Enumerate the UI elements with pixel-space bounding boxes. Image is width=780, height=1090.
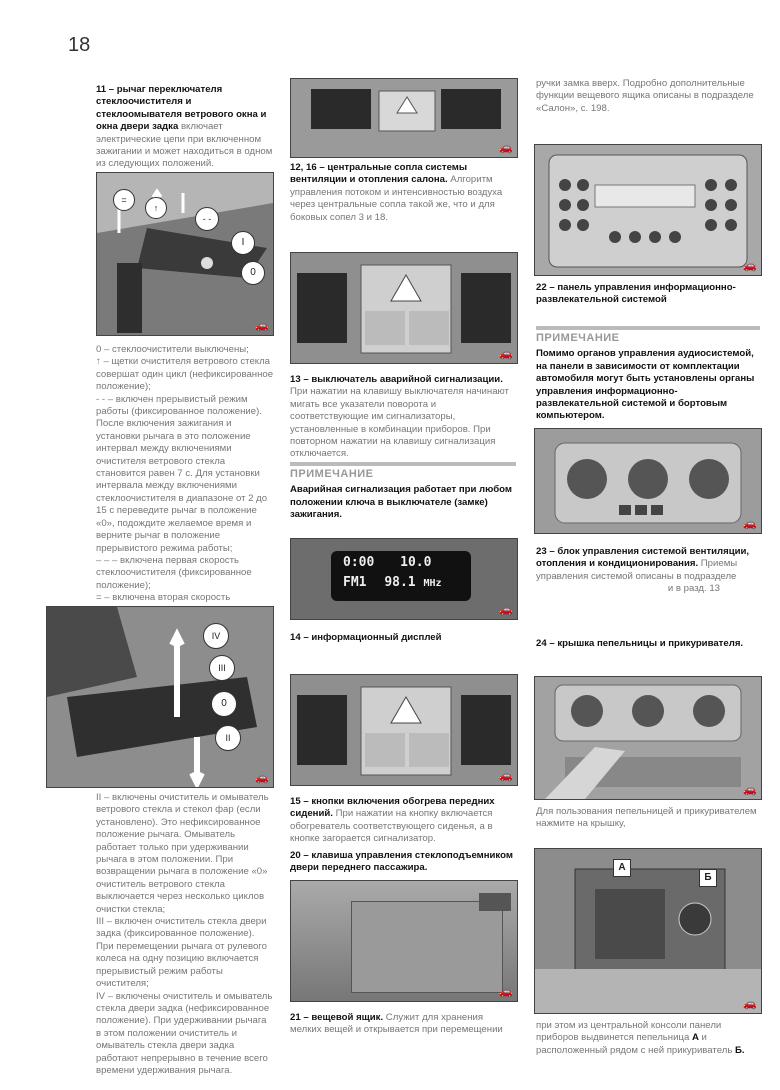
list-item: 0 – стеклоочистители выключены;	[96, 344, 249, 355]
list-item: ↑ – щетки очистителя ветрового стекла совершат один цикл (нефиксированное положение);	[96, 356, 274, 393]
display-volume: 10.0	[400, 555, 432, 570]
label-intermittent: - -	[195, 207, 219, 231]
car-icon: 🚗	[499, 770, 513, 782]
display-unit: MHz	[423, 578, 442, 589]
item-14: 14 – информационный дисплей	[290, 632, 442, 643]
item-23: 23 – блок управления системой вентиляции, отопления и кондиционирования. Приемы управления системой описаны в подразделе и в разд. 13	[536, 546, 750, 595]
item-11-title: 11 – рычаг переключателя стеклоочистителя и стеклоомывателя ветрового окна и окна двери задка	[96, 84, 267, 133]
column-1	[96, 84, 274, 171]
note-text: Аварийная сигнализация работает при любом положении ключа в выключателе (замке) зажигания.	[290, 484, 512, 521]
car-icon: 🚗	[743, 998, 757, 1010]
hazard-switch-photo	[290, 252, 518, 364]
item-22: 22 – панель управления информационно-развлекательной системой	[536, 282, 736, 306]
display-time: 0:00	[343, 555, 375, 570]
label-0: 0	[211, 691, 237, 717]
list-item: II – включены очиститель и омыватель ветрового стекла и стекол фар (если установлено). Это нефиксированное положение рычага. Омыватель работает только при удерживании рычага в этом положении. При возвращении рычага в положение «0» очиститель ветрового стекла выключается через несколько циклов очистки стекла;	[96, 792, 269, 915]
label-II: II	[215, 725, 241, 751]
label-I: I	[231, 231, 255, 255]
wiper-lever-photo-1: = ↑ - - I 0 🚗	[96, 172, 274, 336]
ashtray-lighter-text: при этом из центральной консоли панели приборов выдвинется пепельница А и расположенный рядом с ней прикуриватель Б.	[536, 1020, 745, 1056]
note-hazard	[290, 462, 516, 522]
note-heading: ПРИМЕЧАНИЕ	[536, 326, 760, 344]
display-band: FM1	[343, 575, 367, 590]
ashtray-cover-photo	[534, 676, 762, 800]
item-13: 13 – выключатель аварийной сигнализации. При нажатии на клавишу выключателя начинают мигать все указатели поворота и соответствующие им сигнализаторы, установленные в комбинации приборов. При повторном нажатии на клавишу сигнализация отключается.	[290, 374, 509, 460]
wiper-positions-list	[96, 344, 274, 629]
car-icon: 🚗	[255, 772, 269, 784]
display-frequency: 98.1	[384, 575, 416, 590]
car-icon: 🚗	[255, 320, 269, 332]
item-21: 21 – вещевой ящик. Служит для хранения мелких вещей и открывается при перемещении	[290, 1012, 503, 1036]
list-item: - - – включен прерывистый режим работы (фиксированное положение). После включения зажигания и установки рычага в это положение интервал между включениями очистителя ветрового стекла становится равен 7 с. Для установки интервала между включениями стеклоочистителя в диапазоне от 2 до 15 с переведите рычаг в положение «0», подождите желаемое время и верните рычаг в положение прерывистого режима работы;	[96, 393, 268, 554]
infotainment-panel-photo	[534, 144, 762, 276]
car-icon: 🚗	[499, 142, 513, 154]
list-item: – – – включена первая скорость стеклоочистителя (фиксированное положение);	[96, 554, 252, 591]
car-icon: 🚗	[499, 348, 513, 360]
glovebox-photo	[290, 880, 518, 1002]
item-11-text: включает электрические цепи при включенном зажигании и может находиться в одном из следующих положений.	[96, 121, 273, 170]
note-text: Помимо органов управления аудиосистемой, на панели в зависимости от комплектации автомобиля могут быть установлены органы управления информационно-развлекательной системой и бортовым компьютером.	[536, 348, 755, 422]
label-III: III	[209, 655, 235, 681]
list-item: III – включен очиститель стекла двери задка (фиксированное положение). При перемещении рычага от рулевого колеса на одну позицию включается прерывистый режим работы очистителя;	[96, 916, 267, 990]
car-icon: 🚗	[743, 260, 757, 272]
car-icon: 🚗	[499, 604, 513, 616]
label-a: А	[613, 859, 631, 877]
ashtray-instruction: Для пользования пепельницей и прикуривателем нажмите на крышку,	[536, 806, 757, 830]
car-icon: 🚗	[743, 784, 757, 796]
info-display-photo	[290, 538, 518, 620]
item-12-16: 12, 16 – центральные сопла системы вентиляции и отопления салона. Алгоритм управления потоком и интенсивностью воздуха через центральные сопла такой же, что и для боковых сопел 3 и 18.	[290, 162, 503, 223]
wiper-positions-list-2	[96, 792, 274, 1077]
glovebox-continued-text: ручки замка вверх. Подробно дополнительные функции вещевого ящика описаны в подразделе «Салон», с. 198.	[536, 78, 754, 114]
label-IV: IV	[203, 623, 229, 649]
car-icon: 🚗	[743, 518, 757, 530]
page-number: 18	[68, 34, 91, 56]
item-24: 24 – крышка пепельницы и прикуривателя.	[536, 638, 744, 649]
label-0: 0	[241, 261, 265, 285]
climate-control-photo	[534, 428, 762, 534]
label-b: Б	[699, 869, 717, 887]
seat-heater-buttons-photo	[290, 674, 518, 786]
list-item: = – включена вторая скорость	[96, 592, 231, 604]
item-15: 15 – кнопки включения обогрева передних сидений. При нажатии на кнопку включается обогреватель соответствующего сиденья, а в кнопке загорается сигнализатор. 20 – клавиша управления стеклоподъемником двери переднего пассажира.	[290, 796, 513, 874]
list-item: IV – включены очиститель и омыватель стекла двери задка (нефиксированное положение). При удерживании рычага в этом положении очиститель и омыватель стекла двери задка работают непрерывно в течение всего времени удерживания рычага.	[96, 990, 273, 1076]
note-heading: ПРИМЕЧАНИЕ	[290, 462, 516, 480]
ashtray-lighter-photo	[534, 848, 762, 1014]
central-vents-photo	[290, 78, 518, 158]
car-icon: 🚗	[499, 986, 513, 998]
wiper-lever-photo-2	[46, 606, 274, 788]
note-infotainment	[536, 326, 760, 423]
